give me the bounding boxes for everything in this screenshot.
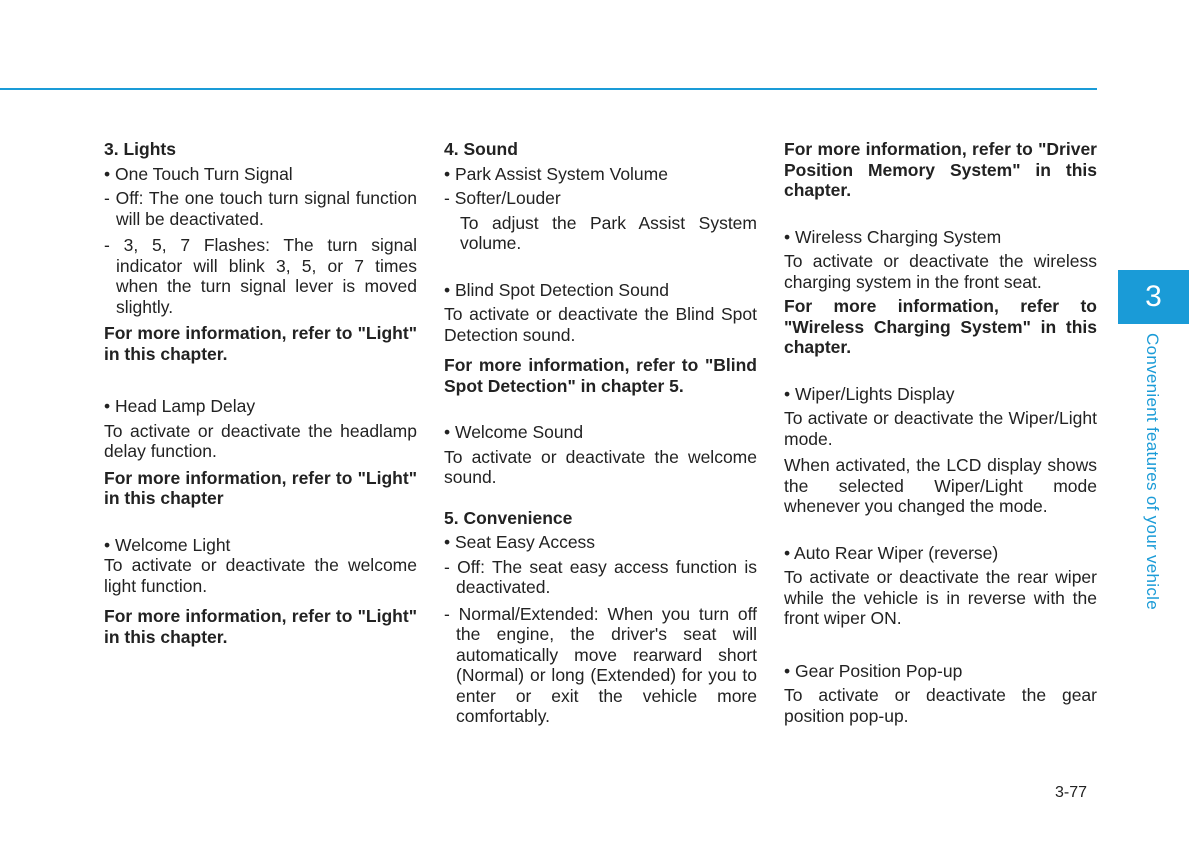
option-flashes: - 3, 5, 7 Flashes: The turn signal indicator will blink 3, 5, or 7 times when the turn signal lever is moved slightly.: [104, 235, 417, 317]
option-seat-off: - Off: The seat easy access function is deactivated.: [444, 556, 757, 597]
item-one-touch-turn-signal: • One Touch Turn Signal: [104, 163, 293, 184]
chapter-tab: 3: [1118, 270, 1189, 324]
reference-dpms: For more information, refer to "Driver Position Memory System" in this chapter.: [784, 139, 1097, 200]
item-park-assist-volume: • Park Assist System Volume: [444, 163, 668, 184]
welcome-sound-description: To activate or deactivate the welcome sound.: [444, 446, 757, 487]
reference-wireless: For more information, refer to "Wireless Charging System" in this chapter.: [784, 296, 1097, 357]
section-heading-sound: 4. Sound: [444, 139, 518, 159]
header-rule: [0, 88, 1097, 90]
reference-light-3: For more information, refer to "Light" in this chapter.: [104, 606, 417, 647]
option-seat-normal-extended: - Normal/Extended: When you turn off the engine, the driver's seat will automatically move rearward short (Normal) or long (Extended) for you to enter or exit the vehicle more comfortably.: [444, 603, 757, 726]
item-welcome-light: • Welcome Light: [104, 534, 231, 555]
wiper-lights-description: To activate or deactivate the Wiper/Light mode.: [784, 408, 1097, 449]
reference-light-1: For more information, refer to "Light" in this chapter.: [104, 323, 417, 364]
gear-position-description: To activate or deactivate the gear position pop-up.: [784, 685, 1097, 726]
column-2: [444, 139, 757, 727]
item-gear-position-popup: • Gear Position Pop-up: [784, 660, 963, 681]
bsd-sound-description: To activate or deactivate the Blind Spot Detection sound.: [444, 304, 757, 345]
softer-louder-description: To adjust the Park Assist System volume.: [460, 212, 757, 253]
section-heading-convenience: 5. Convenience: [444, 507, 573, 528]
auto-rear-wiper-description: To activate or deactivate the rear wiper while the vehicle is in reverse with the front wiper ON.: [784, 567, 1097, 628]
section-heading-lights: 3. Lights: [104, 139, 176, 159]
item-head-lamp-delay: • Head Lamp Delay: [104, 396, 256, 416]
head-lamp-delay-description: To activate or deactivate the headlamp delay function.: [104, 420, 417, 461]
reference-light-2: For more information, refer to "Light" in this chapter: [104, 467, 417, 508]
column-1: [104, 139, 417, 647]
wiper-lights-description-2: When activated, the LCD display shows the selected Wiper/Light mode whenever you changed the mode.: [784, 455, 1097, 516]
item-welcome-sound: • Welcome Sound: [444, 422, 584, 442]
page-number: 3-77: [1055, 784, 1088, 801]
item-seat-easy-access: • Seat Easy Access: [444, 532, 596, 552]
option-softer-louder: - Softer/Louder: [444, 188, 561, 208]
welcome-light-description: To activate or deactivate the welcome light function.: [104, 555, 417, 596]
item-auto-rear-wiper: • Auto Rear Wiper (reverse): [784, 542, 999, 563]
column-3: [784, 139, 1097, 726]
item-wireless-charging: • Wireless Charging System: [784, 226, 1002, 247]
reference-bsd: For more information, refer to "Blind Spot Detection" in chapter 5.: [444, 355, 757, 396]
item-wiper-lights-display: • Wiper/Lights Display: [784, 383, 955, 404]
option-off: - Off: The one touch turn signal function will be deactivated.: [104, 188, 417, 229]
wireless-charging-description: To activate or deactivate the wireless charging system in the front seat.: [784, 251, 1097, 292]
chapter-title: Convenient features of your vehicle: [1143, 333, 1162, 610]
item-bsd-sound: • Blind Spot Detection Sound: [444, 279, 670, 300]
